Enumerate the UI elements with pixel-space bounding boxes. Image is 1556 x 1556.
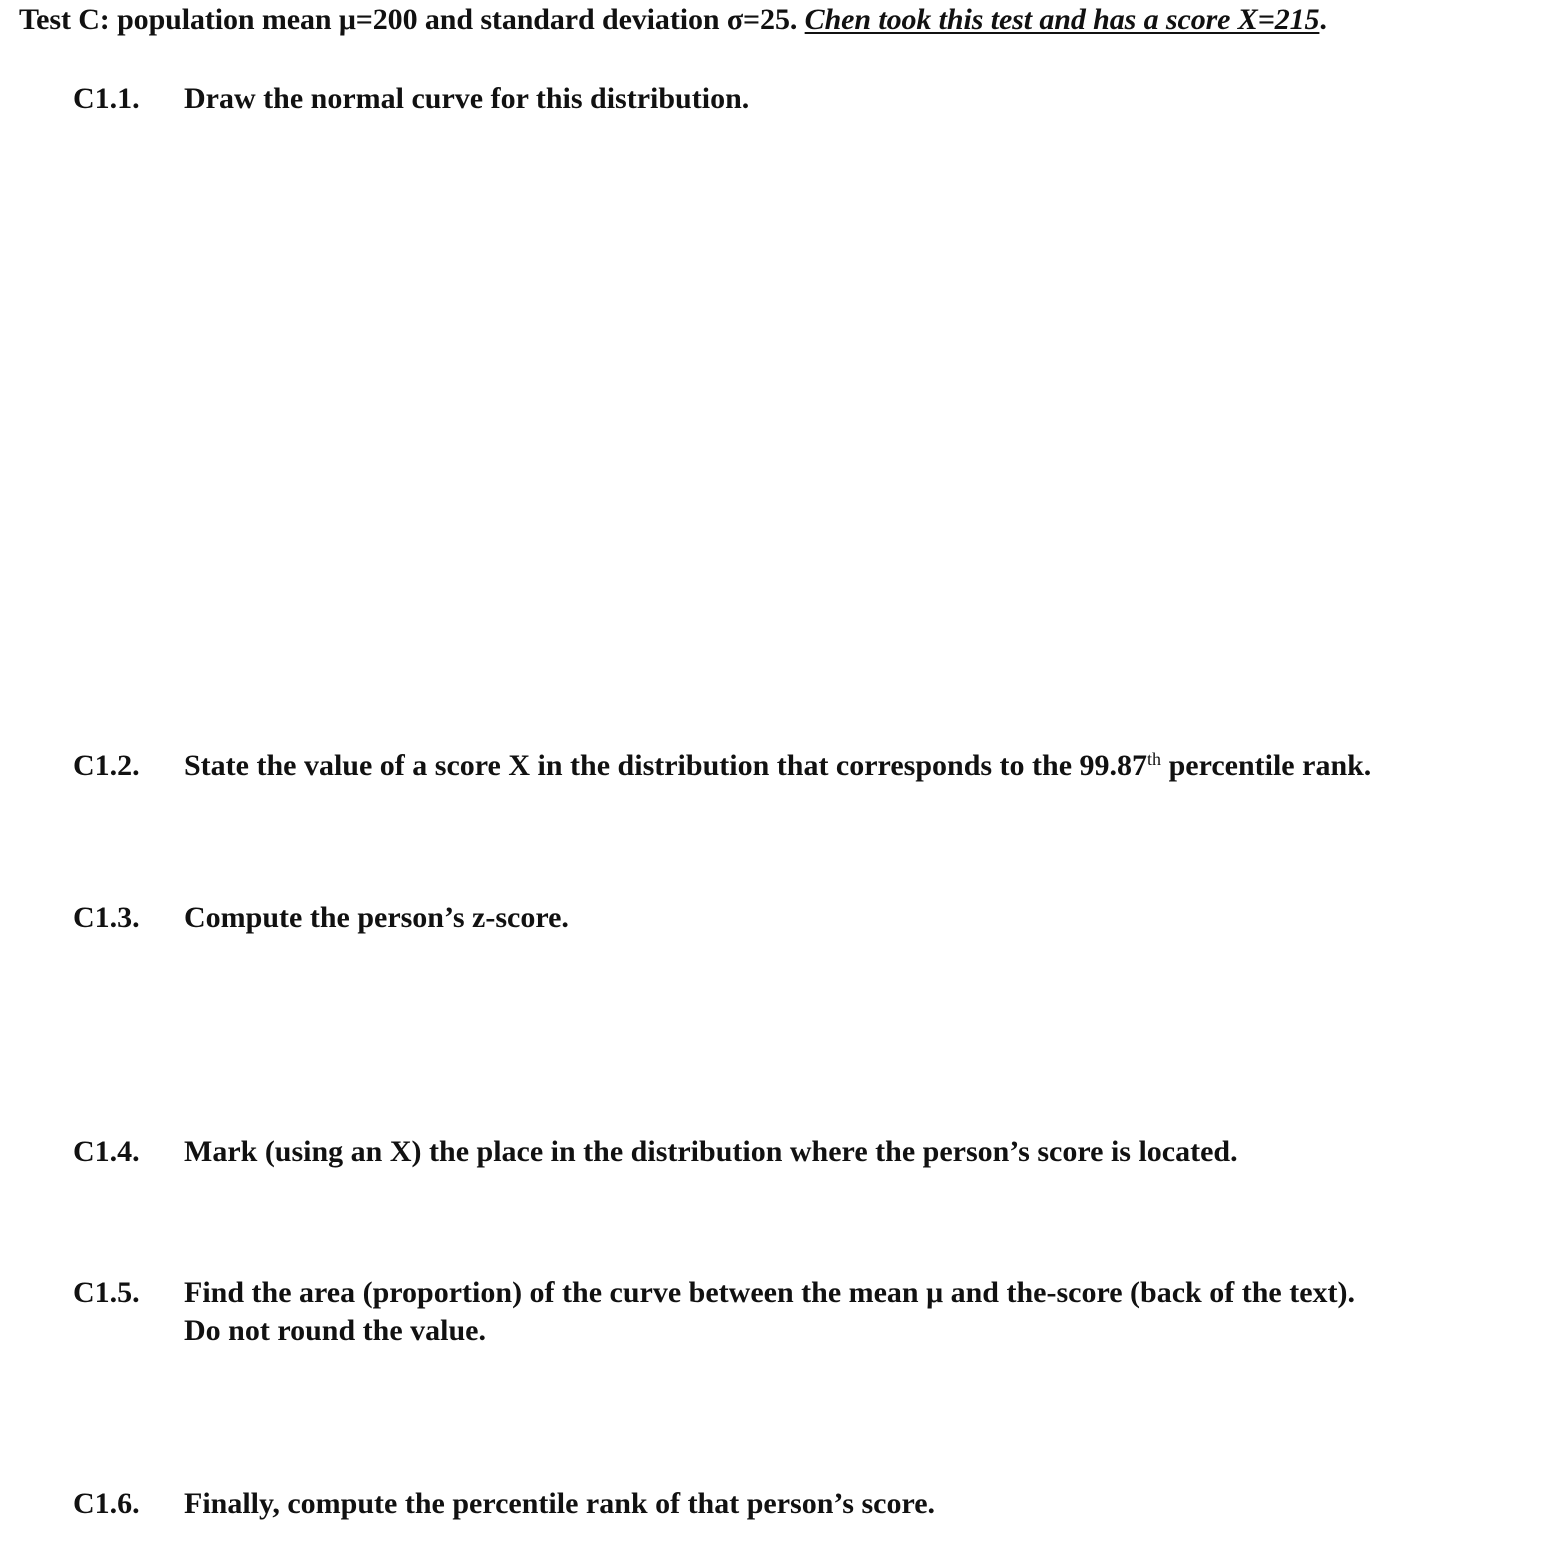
question-text: Compute the person’s z-score. [184, 901, 569, 934]
question-number: C1.6. [73, 1487, 140, 1520]
question-text-tail: percentile rank. [1161, 749, 1372, 782]
question-text-line-2: Do not round the value. [184, 1314, 486, 1347]
question-number: C1.4. [73, 1135, 140, 1168]
question-text: Finally, compute the percentile rank of that person’s score. [184, 1487, 936, 1520]
test-header [19, 0, 1327, 40]
question-text [184, 1274, 1524, 1350]
header-student-score: Chen took this test and has a score X=215 [804, 3, 1320, 36]
question-number: C1.2. [73, 749, 140, 782]
question-text-main: State the value of a score X in the distribution that corresponds to the 99.87 [184, 749, 1148, 782]
header-intro: Test C: population mean μ=200 and standard deviation σ=25. [19, 3, 805, 36]
question-number: C1.1. [73, 82, 140, 115]
question-text: Mark (using an X) the place in the distribution where the person’s score is located. [184, 1135, 1238, 1168]
ordinal-suffix: th [1147, 749, 1162, 769]
question-text-line-1: Find the area (proportion) of the curve between the mean μ and the-score (back of the text). [184, 1276, 1355, 1309]
question-text: Draw the normal curve for this distribution. [184, 82, 750, 115]
question-text [184, 747, 1524, 785]
header-period: . [1319, 3, 1327, 36]
question-number: C1.5. [73, 1276, 140, 1309]
question-number: C1.3. [73, 901, 140, 934]
